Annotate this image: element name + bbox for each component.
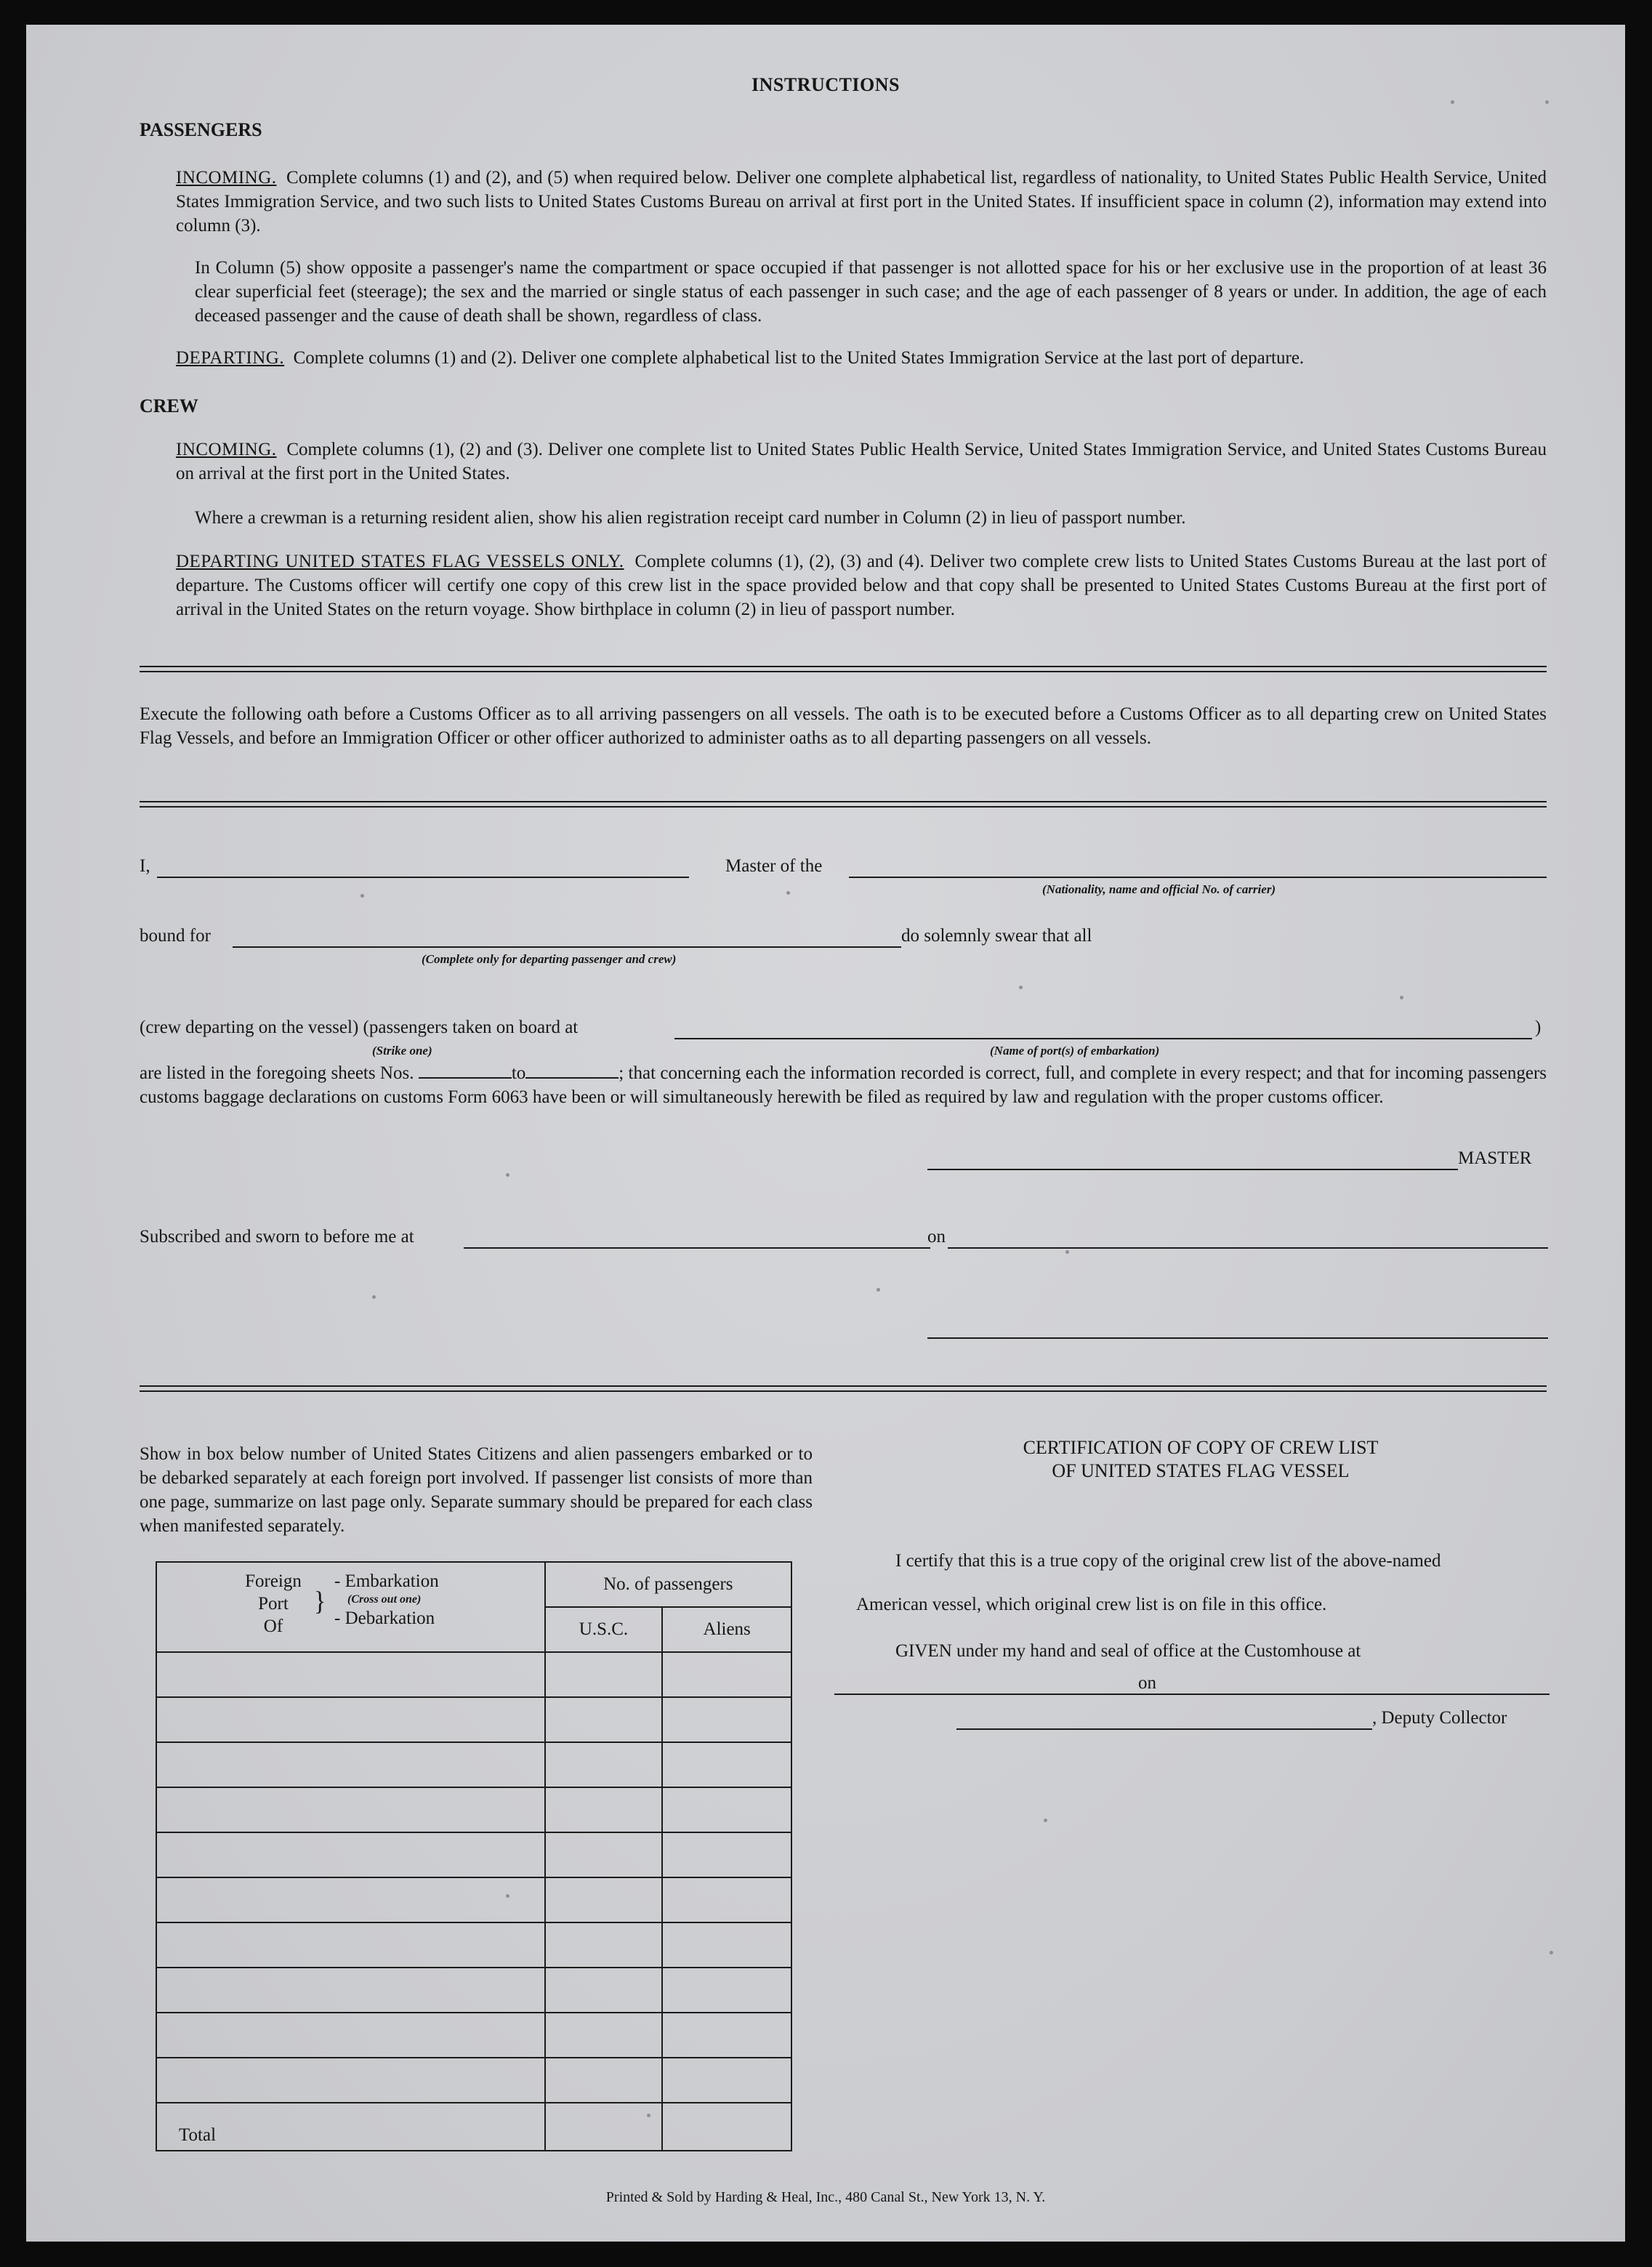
aliens-cell[interactable] xyxy=(662,1968,791,2013)
port-cell[interactable] xyxy=(156,1697,545,1742)
carrier-caption: (Nationality, name and official No. of carrier) xyxy=(1042,882,1276,896)
passenger-summary-table xyxy=(156,1561,792,2151)
table-row xyxy=(156,1877,791,1922)
oath-master-of-label: Master of the xyxy=(725,856,823,876)
crew-incoming-text: Complete columns (1), (2) and (3). Deliver one complete list to United States Public Health Service, United States Immigration Service, and United States Customs Bureau on arrival at the first port in the United States. xyxy=(176,440,1547,483)
deputy-collector-label: , Deputy Collector xyxy=(1372,1708,1507,1728)
cross-out-caption: (Cross out one) xyxy=(347,1593,422,1606)
port-cell[interactable] xyxy=(156,1787,545,1832)
certification-title-line1: CERTIFICATION OF COPY OF CREW LIST xyxy=(1023,1437,1379,1458)
passengers-column5-paragraph: In Column (5) show opposite a passenger's name the compartment or space occupied if that passenger is not allotted space for his or her exclusive use in the proportion of at least 36 clear superficial feet (steerage); the sex and the married or single status of each passenger in such case; and the age of each passenger of 8 years or under. In addition, the age of each deceased passenger and the cause of death shall be shown, regardless of class. xyxy=(195,258,1547,326)
aliens-cell[interactable] xyxy=(662,1877,791,1922)
usc-cell[interactable] xyxy=(545,1832,663,1877)
paper-speck xyxy=(1044,1819,1047,1822)
strike-caption: (Strike one) xyxy=(372,1044,432,1058)
usc-cell[interactable] xyxy=(545,2058,663,2103)
passengers-incoming-label: INCOMING. xyxy=(176,168,277,188)
section-divider-3 xyxy=(140,1385,1547,1392)
port-cell[interactable] xyxy=(156,1742,545,1787)
aliens-cell[interactable] xyxy=(662,2013,791,2058)
table-row xyxy=(156,1652,791,1697)
usc-cell[interactable] xyxy=(545,1787,663,1832)
paper-speck xyxy=(1065,1250,1069,1254)
usc-cell[interactable] xyxy=(545,2013,663,2058)
oath-intro-paragraph: Execute the following oath before a Customs Officer as to all arriving passengers on all vessels. The oath is to be executed before a Customs Officer as to all departing crew on United States Flag Vessels, and before an Immigration Officer or other officer authorized to administer oaths as to all departing passengers on all vessels. xyxy=(140,704,1547,748)
aliens-cell[interactable] xyxy=(662,1652,791,1697)
certification-title-line2: OF UNITED STATES FLAG VESSEL xyxy=(1052,1460,1350,1481)
port-cell[interactable] xyxy=(156,1832,545,1877)
table-row xyxy=(156,1832,791,1877)
paper-speck xyxy=(360,894,364,898)
oath-close-paren: ) xyxy=(1535,1018,1542,1037)
printer-footer: Printed & Sold by Harding & Heal, Inc., 480 Canal St., New York 13, N. Y. xyxy=(605,2189,1046,2205)
aliens-cell[interactable] xyxy=(662,1742,791,1787)
sheet-to-field[interactable] xyxy=(525,1063,619,1079)
aliens-header: Aliens xyxy=(662,1607,791,1652)
table-row xyxy=(156,2058,791,2103)
usc-cell[interactable] xyxy=(545,1742,663,1787)
usc-cell[interactable] xyxy=(545,1968,663,2013)
paper-speck xyxy=(1451,100,1454,104)
paper-speck xyxy=(1019,986,1023,989)
table-row xyxy=(156,2013,791,2058)
oath-listed-paragraph xyxy=(140,1061,1547,1109)
oath-listed-text-a: are listed in the foregoing sheets Nos. xyxy=(140,1063,414,1083)
aliens-cell[interactable] xyxy=(662,1832,791,1877)
oath-to-label: to xyxy=(511,1063,526,1083)
usc-cell[interactable] xyxy=(545,1922,663,1968)
of-label: Of xyxy=(263,1616,283,1636)
crew-departing-label: DEPARTING UNITED STATES FLAG VESSELS ONLY. xyxy=(176,552,624,571)
oath-swear-label: do solemnly swear that all xyxy=(901,926,1092,946)
certification-date-field[interactable] xyxy=(1157,1694,1550,1695)
aliens-cell[interactable] xyxy=(662,1787,791,1832)
bound-for-field[interactable] xyxy=(233,946,901,948)
paper-speck xyxy=(372,1295,376,1299)
certification-title xyxy=(852,1436,1550,1483)
crew-heading: CREW xyxy=(140,395,198,416)
total-label: Total xyxy=(156,2103,545,2151)
bound-for-caption: (Complete only for departing passenger and crew) xyxy=(422,952,677,966)
passengers-departing-paragraph xyxy=(176,346,1547,370)
usc-cell[interactable] xyxy=(545,1652,663,1697)
port-header-cell xyxy=(156,1562,545,1652)
given-line: GIVEN under my hand and seal of office at the Customhouse at xyxy=(895,1641,1361,1661)
subscribed-place-field[interactable] xyxy=(464,1247,930,1249)
section-divider-1 xyxy=(140,666,1547,672)
aliens-total-cell[interactable] xyxy=(662,2103,791,2151)
table-row xyxy=(156,1922,791,1968)
oath-listed-text-b: ; that concerning each the information recorded is correct, full, and complete in every respect; and that for incoming passengers customs baggage declarations on customs Form 6063 have been or will simultaneously herewith be filed as required by law and regulation with the proper customs officer. xyxy=(140,1063,1547,1107)
paper-speck xyxy=(877,1288,880,1292)
certification-on-label: on xyxy=(1138,1673,1156,1693)
table-row xyxy=(156,1697,791,1742)
port-cell[interactable] xyxy=(156,1968,545,2013)
port-cell[interactable] xyxy=(156,2058,545,2103)
sheet-from-field[interactable] xyxy=(419,1063,512,1079)
aliens-cell[interactable] xyxy=(662,1922,791,1968)
table-row xyxy=(156,1742,791,1787)
paper-speck xyxy=(1545,100,1549,104)
certify-line2: American vessel, which original crew list is on file in this office. xyxy=(856,1595,1327,1614)
port-label: Port xyxy=(258,1594,289,1614)
master-signature-label: MASTER xyxy=(1458,1148,1532,1168)
port-cell[interactable] xyxy=(156,1652,545,1697)
debarkation-label: - Debarkation xyxy=(334,1608,435,1628)
instructions-title: INSTRUCTIONS xyxy=(752,74,900,95)
officer-signature-field[interactable] xyxy=(927,1337,1548,1339)
crew-incoming-label: INCOMING. xyxy=(176,440,277,459)
paper-speck xyxy=(1550,1951,1553,1954)
crew-departing-paragraph xyxy=(176,549,1547,621)
deputy-collector-signature-field[interactable] xyxy=(956,1728,1372,1730)
total-row xyxy=(156,2103,791,2151)
oath-crew-departing-label: (crew departing on the vessel) (passengers taken on board at xyxy=(140,1018,579,1037)
passengers-departing-text: Complete columns (1) and (2). Deliver one complete alphabetical list to the United States Immigration Service at the last port of departure. xyxy=(293,348,1305,368)
carrier-field[interactable] xyxy=(849,877,1547,878)
port-cell[interactable] xyxy=(156,1877,545,1922)
usc-header: U.S.C. xyxy=(545,1607,663,1652)
table-row xyxy=(156,1968,791,2013)
embarkation-port-field[interactable] xyxy=(674,1038,1532,1039)
customhouse-field[interactable] xyxy=(834,1694,1160,1695)
paper-speck xyxy=(647,2114,650,2117)
passengers-departing-label: DEPARTING. xyxy=(176,348,285,368)
usc-cell[interactable] xyxy=(545,1877,663,1922)
crew-incoming-paragraph xyxy=(176,438,1547,486)
master-name-field[interactable] xyxy=(157,877,689,878)
paper-speck xyxy=(506,1894,509,1898)
port-cell[interactable] xyxy=(156,1922,545,1968)
passengers-incoming-text: Complete columns (1) and (2), and (5) when required below. Deliver one complete alphabetical list, regardless of nationality, to United States Public Health Service, United States Immigration Service, and two such lists to United States Customs Bureau on arrival at first port in the United States. If insufficient space in column (2), information may extend into column (3). xyxy=(176,168,1547,235)
usc-cell[interactable] xyxy=(545,1697,663,1742)
crew-resident-paragraph: Where a crewman is a returning resident alien, show his alien registration receipt card number in Column (2) in lieu of passport number. xyxy=(195,508,1186,528)
oath-bound-for-label: bound for xyxy=(140,926,211,946)
passengers-heading: PASSENGERS xyxy=(140,119,262,140)
form-sheet xyxy=(26,25,1625,2242)
paper-speck xyxy=(786,891,790,895)
usc-total-cell[interactable] xyxy=(545,2103,663,2151)
table-row xyxy=(156,1787,791,1832)
port-caption: (Name of port(s) of embarkation) xyxy=(990,1044,1160,1058)
section-divider-2 xyxy=(140,801,1547,808)
aliens-cell[interactable] xyxy=(662,1697,791,1742)
subscribed-label: Subscribed and sworn to before me at xyxy=(140,1227,414,1247)
aliens-cell[interactable] xyxy=(662,2058,791,2103)
paper-speck xyxy=(506,1173,509,1177)
summary-intro-paragraph: Show in box below number of United States Citizens and alien passengers embarked or to be debarked separately at each foreign port involved. If passenger list consists of more than one page, summarize on last page only. Separate summary should be prepared for each class when manifested separately. xyxy=(140,1444,813,1536)
embarkation-label: - Embarkation xyxy=(334,1571,439,1591)
foreign-label: Foreign xyxy=(245,1571,302,1591)
subscribed-date-field[interactable] xyxy=(948,1247,1548,1249)
master-signature-field[interactable] xyxy=(927,1169,1458,1170)
crew-departing-text: Complete columns (1), (2), (3) and (4). Deliver two complete crew lists to United States Customs Bureau at the last port of departure. The Customs officer will certify one copy of this crew list in the space provided below and that copy shall be presented to United States Customs Bureau at the first port of arrival in the United States on the return voyage. Show birthplace in column (2) in lieu of passport number. xyxy=(176,552,1547,619)
port-cell[interactable] xyxy=(156,2013,545,2058)
brace-icon: } xyxy=(314,1587,326,1616)
paper-speck xyxy=(1400,996,1403,999)
certify-line1: I certify that this is a true copy of the original crew list of the above-named xyxy=(895,1551,1441,1571)
subscribed-on-label: on xyxy=(927,1227,946,1247)
no-of-passengers-header: No. of passengers xyxy=(545,1562,791,1607)
oath-i-label: I, xyxy=(140,856,150,876)
passengers-incoming-paragraph xyxy=(176,166,1547,238)
